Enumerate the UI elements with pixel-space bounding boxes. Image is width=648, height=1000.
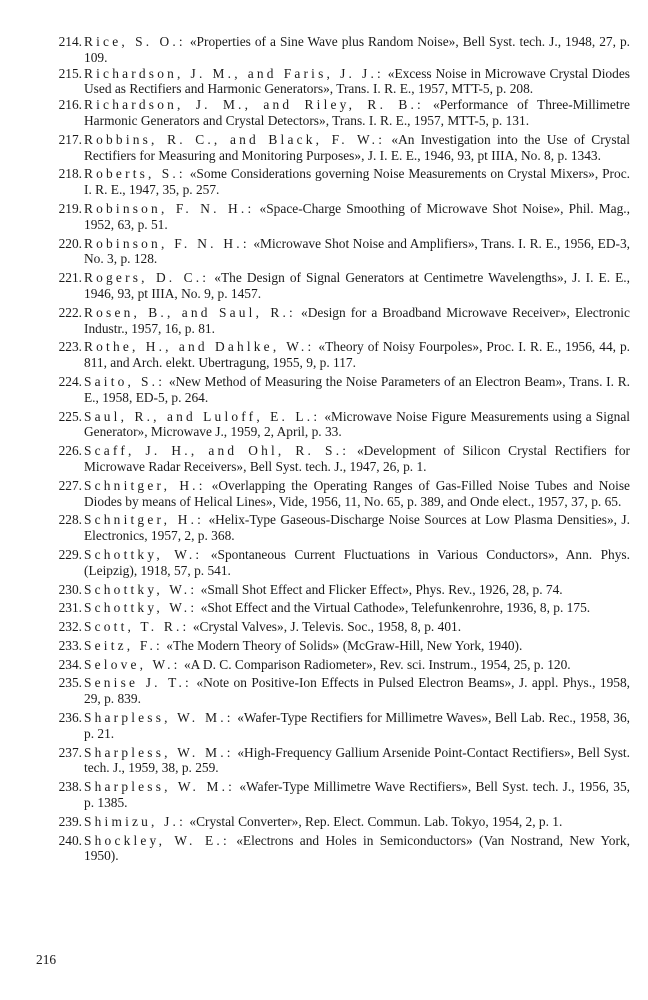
reference-text: [82, 600, 630, 616]
reference-entry: [18, 236, 630, 268]
reference-details: «Wafer-Type Millimetre Wave Rectifiers», Bell Syst. tech. J., 1956, 35, p. 1385.: [84, 779, 630, 811]
reference-author: Saul, R., and Luloff, E. L.:: [84, 408, 321, 424]
reference-author: Scaff, J. H., and Ohl, R. S.:: [84, 443, 350, 459]
reference-author: Roberts, S.:: [84, 166, 186, 182]
reference-author: Schnitger, H.:: [84, 477, 206, 493]
reference-author: Schottky, W.:: [84, 600, 198, 616]
reference-number: 217.: [58, 131, 82, 147]
reference-entry: [18, 132, 630, 164]
reference-number: 223.: [58, 339, 82, 355]
reference-number: 236.: [58, 710, 82, 726]
reference-entry: [18, 582, 630, 598]
reference-details: «Spontaneous Current Fluctuations in Various Conductors», Ann. Phys. (Leipzig), 1918, 57, p. 541.: [84, 546, 630, 578]
reference-text: [82, 409, 630, 441]
reference-author: Shimizu, J.:: [84, 813, 187, 829]
reference-number: 227.: [58, 477, 82, 493]
reference-entry: [18, 638, 630, 654]
reference-details: «Properties of a Sine Wave plus Random Noise», Bell Syst. tech. J., 1948, 27, p. 109.: [84, 34, 630, 65]
reference-text: [82, 657, 630, 673]
reference-text: [82, 97, 630, 129]
reference-details: «Overlapping the Operating Ranges of Gas-Filled Noise Tubes and Noise Diodes by means of Helical Lines», Vide, 1956, 11, No. 65, p. 389, and Onde elect., 1957, 37, p. 65.: [84, 477, 630, 509]
reference-author: Selove, W.:: [84, 656, 181, 672]
reference-number: 224.: [58, 373, 82, 389]
reference-author: Robinson, F. N. H.:: [84, 200, 255, 216]
reference-entry: [18, 814, 630, 830]
reference-number: 238.: [58, 779, 82, 795]
reference-entry: [18, 745, 630, 777]
reference-number: 232.: [58, 619, 82, 635]
reference-number: 218.: [58, 166, 82, 182]
reference-number: 231.: [58, 600, 82, 616]
reference-details: «Microwave Noise Figure Measurements using a Signal Generator», Microwave J., 1959, 2, April, p. 33.: [84, 408, 630, 440]
reference-author: Shockley, W. E.:: [84, 832, 230, 848]
page-number: 216: [36, 952, 57, 967]
reference-details: «Design for a Broadband Microwave Receiver», Electronic Industr., 1957, 16, p. 81.: [84, 304, 630, 336]
reference-text: [82, 236, 630, 268]
reference-details: «Helix-Type Gaseous-Discharge Noise Sources at Low Plasma Densities», J. Electronics, 1957, 2, p. 368.: [84, 512, 630, 544]
reference-details: «Performance of Three-Millimetre Harmonic Generators and Crystal Detectors», Trans. I. R. E., 1957, MTT-5, p. 131.: [84, 97, 630, 128]
reference-text: [82, 201, 630, 233]
reference-author: Schottky, W.:: [84, 546, 203, 562]
reference-number: 219.: [58, 200, 82, 216]
reference-details: «Some Considerations governing Noise Measurements on Crystal Mixers», Proc. I. R. E., 1947, 35, p. 257.: [84, 166, 630, 198]
reference-number: 235.: [58, 675, 82, 691]
reference-details: «Note on Positive-Ion Effects in Pulsed Electron Beams», J. appl. Phys., 1958, 29, p. 839.: [84, 675, 630, 707]
reference-entry: [18, 547, 630, 579]
reference-text: [82, 443, 630, 475]
reference-details: «Electrons and Holes in Semiconductors» (Van Nostrand, New York, 1950).: [84, 832, 630, 864]
reference-details: «Shot Effect and the Virtual Cathode», Telefunkenrohre, 1936, 8, p. 175.: [200, 600, 591, 616]
reference-author: Seitz, F.:: [84, 637, 163, 653]
reference-entry: [18, 512, 630, 544]
reference-entry: [18, 443, 630, 475]
reference-text: [82, 779, 630, 811]
reference-author: Sharpless, W. M.:: [84, 744, 234, 760]
reference-number: 237.: [58, 744, 82, 760]
reference-author: Rothe, H., and Dahlke, W.:: [84, 339, 315, 355]
reference-entry: [18, 409, 630, 441]
reference-entry: [18, 374, 630, 406]
reference-text: [82, 833, 630, 865]
reference-text: [82, 710, 630, 742]
reference-author: Richardson, J. M., and Riley, R. B.:: [84, 97, 424, 113]
reference-number: 230.: [58, 581, 82, 597]
reference-details: «An Investigation into the Use of Crystal Rectifiers for Measuring and Monitoring Purposes», J. I. E. E., 1946, 93, pt IIIA, No. 8, p. 1343.: [84, 131, 630, 163]
reference-list: [18, 34, 630, 864]
reference-text: [82, 512, 630, 544]
reference-entry: [18, 600, 630, 616]
reference-author: Sharpless, W. M.:: [84, 710, 234, 726]
reference-entry: [18, 66, 630, 98]
reference-details: «The Modern Theory of Solids» (McGraw-Hill, New York, 1940).: [166, 637, 523, 653]
reference-details: «High-Frequency Gallium Arsenide Point-Contact Rectifiers», Bell Syst. tech. J., 1959, 38, p. 259.: [84, 744, 630, 776]
reference-entry: [18, 478, 630, 510]
reference-number: 228.: [58, 512, 82, 528]
reference-text: [82, 132, 630, 164]
reference-text: [82, 305, 630, 337]
reference-text: [82, 619, 630, 635]
reference-number: 215.: [58, 65, 82, 81]
reference-entry: [18, 619, 630, 635]
reference-text: [82, 339, 630, 371]
reference-number: 220.: [58, 235, 82, 251]
reference-details: «Microwave Shot Noise and Amplifiers», Trans. I. R. E., 1956, ED-3, No. 3, p. 128.: [84, 235, 630, 267]
reference-number: 239.: [58, 813, 82, 829]
reference-number: 226.: [58, 443, 82, 459]
reference-entry: [18, 833, 630, 865]
reference-author: Sharpless, W. M.:: [84, 779, 236, 795]
reference-number: 240.: [58, 832, 82, 848]
reference-details: «The Design of Signal Generators at Centimetre Wavelengths», J. I. E. E., 1946, 93, pt IIIA, No. 9, p. 1457.: [84, 270, 630, 301]
reference-number: 222.: [58, 304, 82, 320]
reference-entry: [18, 305, 630, 337]
reference-author: Robbins, R. C., and Black, F. W.:: [84, 131, 386, 147]
reference-author: Rice, S. O.:: [84, 34, 186, 49]
reference-text: [82, 478, 630, 510]
reference-text: [82, 374, 630, 406]
reference-author: Richardson, J. M., and Faris, J. J.:: [84, 65, 384, 81]
reference-entry: [18, 34, 630, 66]
reference-text: [82, 547, 630, 579]
reference-number: 221.: [58, 270, 82, 286]
reference-number: 233.: [58, 637, 82, 653]
reference-author: Saito, S.:: [84, 373, 166, 389]
reference-number: 234.: [58, 656, 82, 672]
reference-text: [82, 66, 630, 98]
reference-entry: [18, 779, 630, 811]
reference-text: [82, 166, 630, 198]
reference-entry: [18, 97, 630, 129]
reference-entry: [18, 657, 630, 673]
reference-author: Schottky, W.:: [84, 581, 198, 597]
reference-author: Rogers, D. C.:: [84, 270, 210, 286]
reference-details: «Excess Noise in Microwave Crystal Diodes Used as Rectifiers and Harmonic Generators», Trans. I. R. E., 1957, MTT-5, p. 208.: [84, 65, 630, 97]
reference-details: «Small Shot Effect and Flicker Effect», Phys. Rev., 1926, 28, p. 74.: [200, 581, 563, 597]
reference-entry: [18, 339, 630, 371]
reference-details: «Wafer-Type Rectifiers for Millimetre Waves», Bell Lab. Rec., 1958, 36, p. 21.: [84, 710, 630, 741]
reference-text: [82, 675, 630, 707]
reference-details: «Space-Charge Smoothing of Microwave Shot Noise», Phil. Mag., 1952, 63, p. 51.: [84, 200, 630, 232]
reference-details: «Crystal Converter», Rep. Elect. Commun. Lab. Tokyo, 1954, 2, p. 1.: [189, 813, 563, 829]
reference-number: 225.: [58, 408, 82, 424]
reference-details: «Development of Silicon Crystal Rectifiers for Microwave Radar Receivers», Bell Syst. tech. J., 1947, 26, p. 1.: [84, 443, 631, 474]
reference-text: [82, 270, 630, 302]
reference-entry: [18, 270, 630, 302]
reference-entry: [18, 675, 630, 707]
reference-entry: [18, 201, 630, 233]
reference-number: 216.: [58, 97, 82, 113]
reference-author: Robinson, F. N. H.:: [84, 235, 250, 251]
reference-text: [82, 34, 630, 66]
reference-details: «Crystal Valves», J. Televis. Soc., 1958, 8, p. 401.: [192, 619, 462, 635]
reference-text: [82, 638, 630, 654]
reference-author: Senise J. T.:: [84, 675, 192, 691]
reference-text: [82, 745, 630, 777]
reference-author: Schnitger, H.:: [84, 512, 205, 528]
reference-details: «Theory of Noisy Fourpoles», Proc. I. R. E., 1956, 44, p. 811, and Arch. elekt. Ubertragung, 1955, 9, p. 117.: [84, 339, 631, 371]
reference-details: «New Method of Measuring the Noise Parameters of an Electron Beam», Trans. I. R. E., 1958, ED-5, p. 264.: [84, 373, 630, 405]
reference-author: Scott, T. R.:: [84, 619, 190, 635]
reference-text: [82, 814, 630, 830]
reference-number: 229.: [58, 546, 82, 562]
reference-details: «A D. C. Comparison Radiometer», Rev. sci. Instrum., 1954, 25, p. 120.: [183, 656, 571, 672]
reference-text: [82, 582, 630, 598]
reference-number: 214.: [58, 34, 82, 49]
reference-author: Rosen, B., and Saul, R.:: [84, 304, 296, 320]
reference-entry: [18, 710, 630, 742]
reference-entry: [18, 166, 630, 198]
